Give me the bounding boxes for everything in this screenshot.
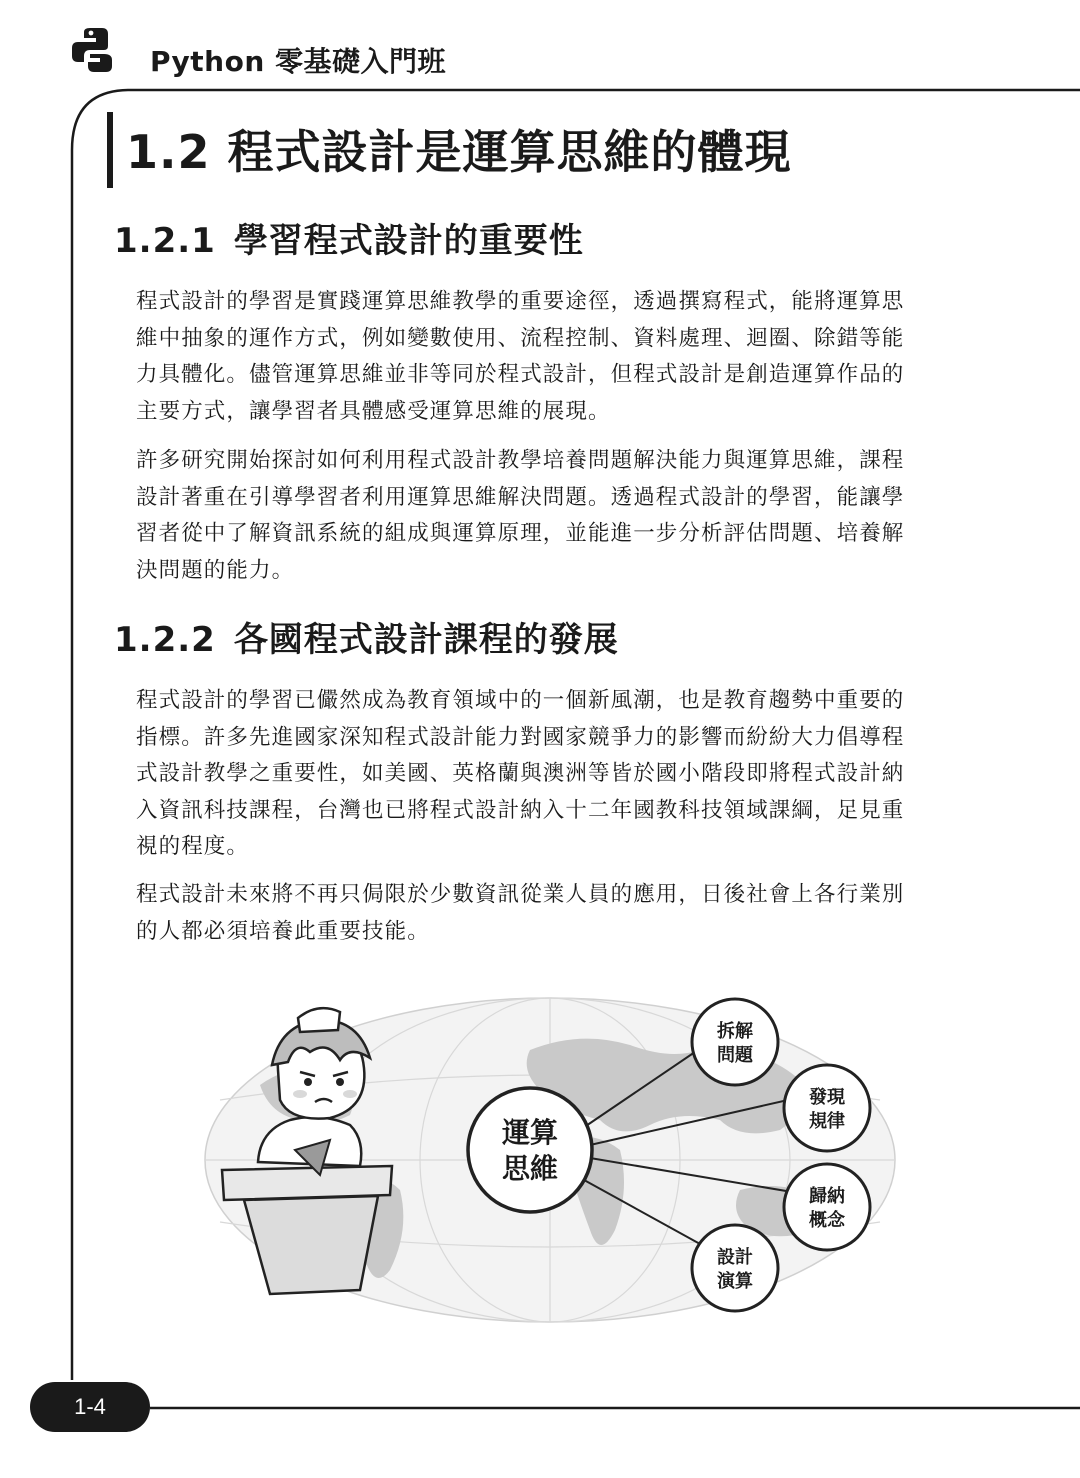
page-number: 1-4 [74,1394,106,1419]
text-line: 程式設計未來將不再只侷限於少數資訊從業人員的應用，日後社會上各行業別 [136,882,905,907]
node-label-line-2: 演算 [717,1271,753,1292]
paragraph [136,284,971,430]
python-snake-logo-icon [70,28,114,72]
node-decompose [692,999,778,1085]
subsection-title: 學習程式設計的重要性 [233,221,584,261]
center-label-line-2: 思維 [501,1152,559,1185]
book-title: Python 零基礎入門班 [150,45,447,78]
node-label-line-2: 規律 [809,1111,845,1132]
node-label-line-1: 設計 [717,1247,753,1268]
text-line: 習者從中了解資訊系統的組成與運算原理，並能進一步分析評估問題、培養解 [136,521,905,546]
text-line: 力具體化。儘管運算思維並非等同於程式設計，但程式設計是創造運算作品的 [136,362,905,387]
text-line: 維中抽象的運作方式，例如變數使用、流程控制、資料處理、迴圈、除錯等能 [136,325,905,351]
text-line: 主要方式，讓學習者具體感受運算思維的展現。 [136,398,611,424]
text-line: 許多研究開始探討如何利用程式設計教學培養問題解決能力與運算思維，課程 [136,448,905,473]
subsection-title: 各國程式設計課程的發展 [233,620,619,660]
node-label-line-1: 拆解 [717,1021,753,1042]
node-label-line-2: 問題 [717,1045,753,1066]
section-title: 1.2 程式設計是運算思維的體現 [126,125,792,179]
node-pattern [784,1065,870,1151]
node-abstraction [784,1164,870,1250]
computational-thinking-diagram [200,990,900,1330]
section-heading-bar [107,112,113,188]
text-line: 決問題的能力。 [136,557,295,583]
text-line: 指標。許多先進國家深知程式設計能力對國家競爭力的影響而紛紛大力倡導程 [136,724,905,750]
subsection-number: 1.2.2 [114,620,216,660]
node-label-line-1: 歸納 [809,1186,845,1207]
subsection-heading-1-2-1 [114,213,584,262]
text-line: 程式設計的學習已儼然成為教育領域中的一個新風潮，也是教育趨勢中重要的 [136,688,905,713]
node-label-line-2: 概念 [809,1210,845,1231]
text-line: 的人都必須培養此重要技能。 [136,918,430,944]
text-line: 程式設計的學習是實踐運算思維教學的重要途徑，透過撰寫程式，能將運算思 [136,289,905,314]
center-label-line-1: 運算 [501,1116,559,1149]
text-line: 式設計教學之重要性，如美國、英格蘭與澳洲等皆於國小階段即將程式設計納 [136,761,905,786]
subsection-number: 1.2.1 [114,221,216,261]
center-node [468,1088,592,1212]
text-line: 入資訊科技課程，台灣也已將程式設計納入十二年國教科技領域課綱，足見重 [136,797,905,823]
subsection-heading-1-2-2 [114,612,619,661]
node-label-line-1: 發現 [809,1087,845,1108]
text-line: 視的程度。 [136,834,250,859]
paragraph [136,683,971,866]
paragraph [136,443,971,589]
node-algorithm [692,1225,778,1311]
paragraph [136,877,971,950]
text-line: 設計著重在引導學習者利用運算思維解決問題。透過程式設計的學習，能讓學 [136,484,905,510]
